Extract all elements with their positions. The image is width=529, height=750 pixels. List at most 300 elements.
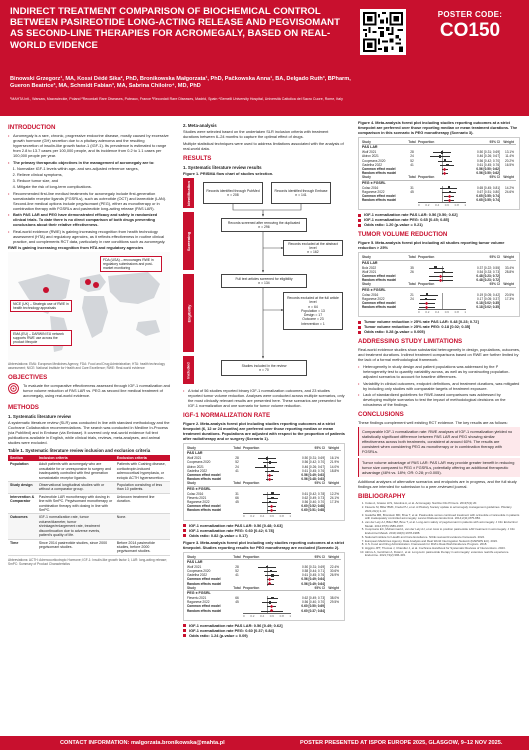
forest-study-name: Akirov 2021 — [187, 464, 204, 469]
forest-pooled-row — [362, 305, 516, 309]
objectives-heading: OBJECTIVES — [8, 374, 48, 381]
introduction-heading: INTRODUCTION — [8, 124, 56, 131]
forest-study-ci: 0.56 [0.40; 0.70] — [301, 600, 325, 605]
forest-group-label: PAS LAR — [187, 451, 203, 456]
forest-pooled-row — [362, 198, 516, 202]
prisma-side-label: Screening — [183, 212, 194, 270]
table-cell: Adult patients with acromegaly who are unsuitable for or unresponsive to surgery and inadequately controlled with first generation somatostatin receptor ligands. — [37, 461, 115, 481]
forest-study-weight: 16.5% — [504, 162, 514, 167]
forest-study-name: Gadelha 2022 — [362, 162, 383, 167]
forest-col-prop: Proportion — [418, 140, 435, 144]
forest-col-total: Total — [233, 554, 241, 559]
forest-study-weight: 12.2% — [329, 491, 339, 496]
forest-model-name: Random effects model — [187, 581, 222, 586]
affiliations: ¹MAHTA Intl., Warsaw, Mazowieckie, Poland ²Recordati Rare Diseases, Puteaux, France ³Recordati Rare Diseases, Madrid, Spain ⁴Gemelli University Hospital, Università Cattolica del Sacro Cuore, Rome, Italy — [10, 97, 343, 101]
forest-study-name: Ragonese 2022 — [187, 600, 210, 605]
forest-col-study: Study — [187, 554, 196, 559]
forest-point-estimate — [426, 293, 429, 296]
forest-result-line: Odds ratio: 1.20 (p-value = 0.21) — [358, 222, 520, 227]
bibliography-heading: BIBLIOGRAPHY — [358, 493, 406, 501]
conclusions-text-2: Additional analyses of alternative scenarios and endpoints are in progress, and the full study findings are intended for submission to a peer-reviewed journal. — [358, 479, 517, 490]
forest-results — [358, 319, 520, 334]
forest-model-ci: 0.48 [0.23; 0.72] — [476, 278, 500, 283]
forest-col-total: Total — [233, 481, 241, 486]
results-summary-bullet: • A total of 56 studies reported binary IGF-1 normalization outcomes, and 23 studies reported tumor volume reduction. Analyses were conducted across multiple scenarios, only the most clinically relevant results are presented here. These scenarios are presented for IGF-1 normalization and one scenario for tumor volume reduction. — [183, 388, 345, 408]
table-row — [8, 493, 170, 514]
bibliography-item: 3. Gadelha MR, Bronstein MD, Brue T, et al. Pasireotide versus continued treatment with octreotide or lanreotide in patients with inadequately controlled acromegaly. Lancet Diabetes Endocrinol. 2014;2(11):875-884. — [365, 514, 520, 521]
bibliography-item: 7. European Medicines Agency. Data Analysis and Real World Interrogation Network (DARWIN EU). 2023. — [365, 540, 520, 544]
forest-point-estimate — [264, 465, 267, 468]
forest-point-estimate — [439, 155, 442, 158]
forest-study-name: Wolf 2021 — [362, 269, 377, 274]
methods-text-2: Studies were selected based on the undertaken SLR inclusion criteria with treatment durations between 6–24 months to capture the optimal effect of drugs. — [183, 129, 329, 139]
forest-point-estimate — [269, 461, 272, 464]
forest-study-weight: 20.2% — [504, 158, 514, 163]
forest-study-name: Gadelha 2022 — [187, 573, 208, 578]
forest-point-estimate — [271, 497, 274, 500]
bibliography-item: 9. Higgins JPT, Thomas J, Chandler J, et al. Cochrane Handbook for Systematic Reviews of Interventions. 2023. — [365, 547, 520, 551]
prisma-side-label: Eligibility — [183, 274, 194, 352]
forest-col-weight: Weight — [328, 554, 339, 559]
column-2 — [183, 120, 345, 730]
table-cell: Unknown treatment line duration. — [115, 493, 170, 514]
forest-pooled-diamond — [270, 509, 274, 513]
forest-axis-tick: 0 — [418, 203, 420, 208]
forest-axis-tick: 0.2 — [250, 513, 255, 518]
forest-study-ci: 0.67 [0.51; 0.80] — [476, 189, 500, 194]
objectives-block — [8, 383, 170, 400]
forest-col-study: Study — [187, 446, 196, 450]
forest-point-estimate — [269, 501, 272, 504]
results-subheading-1: 1. Systematic literature review results — [183, 165, 262, 170]
forest-model-name: Random effects model — [362, 171, 397, 176]
forest-point-estimate — [425, 298, 428, 301]
forest-study-total: 41 — [235, 573, 239, 578]
forest-model-ci: 0.48 [0.23; 0.72] — [476, 274, 500, 279]
contact-info[interactable]: CONTACT INFORMATION: malgorzata.bronikowska@mahta.pl — [60, 739, 225, 746]
figure-4-title: Figure 4. Meta-analysis forest plot including studies reporting outcomes at a strict timepoint are preferred over those reporting median or mean treatment durations. The comparison in this scenario is PEG monotherapy (Scenario 3). — [358, 120, 518, 135]
forest-plot — [358, 137, 520, 210]
table-1-title: Table 1. Systematic literature review inclusion and exclusion criteria — [8, 448, 151, 453]
forest-study-weight: 21.9% — [329, 460, 339, 465]
forest-study-ci: 0.61 [0.45; 0.76] — [301, 468, 325, 473]
forest-study-name: Colao 2016 — [362, 292, 379, 297]
table-cell: Study design — [8, 482, 37, 494]
forest-study-total: 28 — [235, 564, 239, 569]
forest-point-estimate — [443, 271, 446, 274]
table-cell: IGF-1 normalization rate, tumor volume/diameter, tumor shrinkage/enlargement rate, treatment discontinuation due to adverse events, patient's quality of life. — [37, 514, 115, 539]
figure-5-title: Figure 5. Meta-analysis forest plot including all studies reporting tumor volume reduction > 25% — [358, 240, 505, 251]
forest-study-ci: 0.54 [0.33; 0.73] — [476, 269, 500, 274]
forest-col-ci: 95% CI — [489, 282, 500, 287]
forest-axis — [243, 613, 291, 618]
forest-model-name: Random effects model — [362, 198, 397, 203]
forest-col-total: Total — [408, 175, 416, 180]
forest-plot-container — [358, 137, 520, 227]
authors: Binowski Grzegorz¹, MA, Kossi Dédé Sika², PhD, Bronikowska Małgorzata¹, PhD, Pačkowska Anna¹, BA, Delgado Ruth³, BPharm, Gueron Beatrice³, MA, Schmidt Fabian³, MA, Sabrina Chiloiro⁴, MD, PhD — [10, 76, 351, 89]
forest-axis-tick: 1 — [464, 310, 466, 315]
forest-plot-cell — [243, 508, 291, 512]
forest-col-total: Total — [233, 585, 241, 590]
methods-subheading-2: 2. Meta-analysis — [183, 123, 217, 128]
forest-study-ci: 0.50 [0.31; 0.69] — [301, 456, 325, 461]
forest-study-total: 21 — [410, 292, 414, 297]
forest-col-ci: 95% CI — [489, 140, 500, 144]
forest-model-name: Common effect model — [362, 301, 396, 306]
forest-study-weight: 24.1% — [329, 495, 339, 500]
forest-pooled-row — [187, 609, 341, 613]
forest-study-total: 24 — [235, 464, 239, 469]
forest-study-ci: 0.62 [0.49; 0.73] — [301, 596, 325, 601]
forest-col-study: Study — [187, 481, 196, 486]
forest-col-weight: Weight — [503, 175, 514, 180]
forest-study-name: Wolf 2021 — [362, 150, 377, 155]
forest-study-name: Colao 2016 — [362, 185, 379, 190]
forest-reference-line — [442, 198, 443, 202]
forest-study-ci: 0.17 [0.05; 0.37] — [476, 296, 500, 301]
prisma-box-included: Studies included in the review n = 70 — [221, 360, 307, 376]
table-note: Abbreviations: ACTH: Adrenocorticotropic Hormone; IGF-1: Insulin-like growth factor 1; LAR: long-acting release; SmPC: Summary of Product Characteristics — [8, 557, 167, 566]
methods-subheading-1: 1. Systematic literature review — [8, 414, 71, 419]
forest-plot — [358, 252, 520, 317]
forest-axis-tick: 0.4 — [260, 613, 265, 618]
forest-study-ci: 0.37 [0.22; 0.55] — [476, 265, 500, 270]
forest-axis-tick: 0.2 — [425, 310, 430, 315]
forest-study-name: Wolf 2021 — [187, 564, 202, 569]
forest-point-estimate — [266, 457, 269, 460]
forest-result-line: Odds ratio: 1.24 (p-value = 0.09) — [183, 633, 345, 638]
forest-model-ci: 0.56 [0.49; 0.63] — [301, 473, 325, 478]
forest-study-total: 35 — [410, 265, 414, 270]
forest-col-prop: Proportion — [243, 585, 260, 590]
forest-study-ci: 0.46 [0.26; 0.67] — [476, 154, 500, 159]
forest-col-study: Study — [362, 255, 371, 260]
intro-bullet: • The primary therapeutic objectives in the management of acromegaly are to: — [8, 160, 170, 165]
forest-result-line: IGF-1 normalization rate PAS LAR: 0.56 [0.48; 0.63] — [183, 523, 345, 528]
forest-axis-tick: 1 — [289, 613, 291, 618]
prisma-box-pubmed: Records identified through PubMed n = 208 — [203, 182, 263, 204]
forest-axis-tick: 0.4 — [435, 203, 440, 208]
table-cell: Intervention & Comparator — [8, 493, 37, 514]
forest-pooled-diamond — [447, 199, 451, 203]
table-row — [8, 461, 170, 481]
forest-model-ci: 0.56 [0.50; 0.62] — [476, 171, 500, 176]
forest-axis-tick: 0.8 — [454, 203, 459, 208]
rwe-world-map-graphic — [8, 252, 170, 360]
forest-model-name: Random effects model — [187, 608, 222, 613]
table-cell: Since 2014 pasireotide studies, since 2000 pegvisomant studies. — [37, 539, 115, 555]
forest-group-label: PAS LAR — [362, 260, 378, 265]
forest-axis-tick: 0 — [243, 613, 245, 618]
forest-col-total: Total — [408, 255, 416, 260]
forest-col-study: Study — [187, 585, 196, 590]
forest-col-prop: Proportion — [418, 282, 435, 287]
forest-result-line: IGF-1 normalization rate PEG: 0.60 [0.37; 0.84] — [183, 628, 345, 633]
forest-result-line: IGF-1 normalization rate PAS LAR: 0.56 [0.49; 0.62] — [183, 623, 345, 628]
forest-model-name: Random effects model — [362, 305, 397, 310]
forest-study-ci: 0.56 [0.40; 0.70] — [301, 500, 325, 505]
table-row — [8, 539, 170, 555]
prisma-side-label: Identification — [183, 178, 194, 208]
forest-plot-container — [358, 252, 520, 334]
forest-study-weight: 38.0% — [329, 596, 339, 601]
methods-heading: METHODS — [8, 404, 39, 411]
poster-footer — [0, 736, 529, 750]
presented-at: POSTER PRESENTED AT ISPOR EUROPE 2025, GLASGOW, 9–12 NOV 2025. — [300, 739, 503, 746]
nice-label: NICE (UK) – Strategic use of RWE in health technology appraisals — [10, 300, 72, 312]
forest-results — [183, 523, 345, 538]
forest-col-ci: 95% CI — [489, 255, 500, 260]
forest-study-ci: 0.61 [0.45; 0.76] — [301, 573, 325, 578]
prisma-side-label: Included — [183, 356, 194, 384]
forest-study-ci: 0.61 [0.45; 0.76] — [476, 162, 500, 167]
forest-col-ci: 95% CI — [489, 175, 500, 180]
intro-bullets-2 — [8, 191, 170, 244]
forest-study-name: Fleseriu 2021 — [187, 596, 207, 601]
forest-point-estimate — [441, 151, 444, 154]
forest-study-weight: 30.6% — [329, 569, 339, 574]
forest-point-estimate — [448, 186, 451, 189]
forest-col-total: Total — [408, 140, 416, 144]
table-cell: Before 2014 pasireotide studies, before 2000 pegvisomant studies. — [115, 539, 170, 555]
figure-3-title: Figure 3. Meta-analysis forest plot including only studies reporting outcomes at a strict timepoint. Studies reporting results for PEG monotherapy are excluded (Scenario 2). — [183, 539, 345, 550]
forest-study-name: Fleseriu 2021 — [187, 495, 207, 500]
forest-study-ci: 0.62 [0.49; 0.73] — [301, 495, 325, 500]
forest-study-total: 66 — [235, 596, 239, 601]
prisma-box-embase: Records identified through Embase n = 141 — [271, 182, 331, 204]
prisma-box-excluded-fulltext: Records excluded at the full article level n = 64 Population = 13 Design = 17 Outcome = 23 Intervention = 1 — [283, 292, 343, 330]
ema-label: EMA (EU) – DARWIN EU network supports RWE use across the product lifecycle — [10, 330, 72, 346]
bibliography-item: 4. van der Lely AJ, Biller BM, Brue T, et al. Long-term safety of pegvisomant in patients with acromegaly. J Clin Endocrinol Metab. 2012;97(5):1589-1597. — [365, 521, 520, 528]
forest-model-name: Common effect model — [362, 167, 396, 172]
forest-col-weight: Weight — [503, 140, 514, 144]
limitations-bullets — [358, 364, 520, 407]
forest-study-total: 24 — [410, 296, 414, 301]
forest-axis-tick: 0.2 — [425, 203, 430, 208]
table-cell: Population — [8, 461, 37, 481]
forest-study-weight: 24.6% — [504, 189, 514, 194]
forest-pooled-row — [187, 508, 341, 512]
poster-code: CO150 — [439, 20, 501, 41]
forest-col-weight: Weight — [328, 481, 339, 486]
forest-model-name: Random effects model — [362, 278, 397, 283]
forest-study-total: 52 — [410, 158, 414, 163]
prisma-flowchart — [183, 178, 345, 386]
forest-point-estimate — [270, 570, 273, 573]
table-cell: None. — [115, 514, 170, 539]
forest-study-weight: 22.4% — [329, 564, 339, 569]
forest-ci-line — [420, 295, 438, 296]
column-3 — [358, 120, 520, 730]
forest-study-total: 45 — [235, 500, 239, 505]
limitations-bullet: • Lack of standardized guidelines for RWE-based comparisons was addressed by developing multiple scenarios to test the impact of methodological decisions on the robustness of the findings. — [358, 392, 520, 407]
forest-study-weight: 28.8% — [504, 269, 514, 274]
forest-study-total: 41 — [235, 468, 239, 473]
forest-study-weight: 17.3% — [329, 500, 339, 505]
forest-axis-tick: 1 — [289, 513, 291, 518]
forest-group-label: PAS LAR — [187, 559, 203, 564]
prisma-box-excluded-abstract: Records excluded at the abstract level n = 162 — [283, 240, 343, 256]
target-icon — [8, 383, 19, 394]
forest-study-weight: 13.1% — [504, 150, 514, 155]
bibliography-item: 10. Akirov A, Gorshtein A, Dotan I, et al. Long-term pasireotide therapy in acromegaly: extensive real-life experience. Endocrine. 2021;74(2):396-403. — [365, 551, 520, 558]
forest-study-name: Ragonese 2022 — [362, 189, 385, 194]
forest-study-total: 31 — [235, 491, 239, 496]
intro-bullet: • Real-world evidence (RWE) is gaining increasing recognition from health technology assessment (HTA) and regulatory agencies, as it reflects effectiveness in routine clinical practice, and complements RCT data, particularly in rare conditions such as acromegaly. — [8, 229, 170, 244]
forest-axis-tick: 0.6 — [269, 613, 274, 618]
forest-col-study: Study — [362, 282, 371, 287]
forest-col-weight: Weight — [328, 446, 339, 450]
forest-study-name: Akirov 2021 — [362, 154, 379, 159]
forest-study-name: Colao 2016 — [187, 491, 204, 496]
forest-model-ci: 0.18 [0.02; 0.35] — [476, 305, 500, 310]
forest-result-line: IGF-1 normalization rate PEG: 0.60 [0.42; 0.78] — [183, 528, 345, 533]
forest-plot-container — [183, 443, 345, 538]
methods-text-3: Multiple statistical techniques were used to address limitations associated with the analysis of real-world data. — [183, 141, 344, 151]
forest-study-weight: 20.5% — [504, 292, 514, 297]
forest-axis-tick: 0 — [243, 513, 245, 518]
forest-result-line: Odds ratio: 0.82 (p-value = 0.17) — [183, 533, 345, 538]
forest-model-ci: 0.65 [0.55; 0.74] — [476, 198, 500, 203]
forest-model-ci: 0.56 [0.48; 0.63] — [301, 477, 325, 482]
qr-code-icon[interactable] — [360, 9, 406, 55]
forest-study-ci: 0.58 [0.44; 0.71] — [301, 569, 325, 574]
forest-study-total: 66 — [235, 495, 239, 500]
prisma-box-fulltext: Full text articles screened for eligibility n = 134 — [221, 274, 307, 288]
results-heading: RESULTS — [183, 155, 212, 162]
forest-study-total: 26 — [410, 269, 414, 274]
forest-col-total: Total — [408, 282, 416, 287]
column-1 — [8, 120, 170, 730]
forest-study-ci: 0.61 [0.42; 0.78] — [301, 491, 325, 496]
forest-col-prop: Proportion — [418, 255, 435, 260]
forest-col-prop: Proportion — [243, 481, 260, 486]
forest-model-ci: 0.60 [0.50; 0.69] — [301, 604, 325, 609]
forest-study-ci: 0.46 [0.26; 0.67] — [301, 464, 325, 469]
forest-point-estimate — [271, 492, 274, 495]
figure-1-title: Figure 1. PRISMA flow chart of studies selection. — [183, 171, 274, 176]
forest-model-ci: 0.18 [0.02; 0.35] — [476, 301, 500, 306]
goal-item: 1. Normalize IGF-1 levels within age- and sex-adjusted reference ranges, — [17, 166, 170, 171]
poster-code-label: POSTER CODE: — [437, 10, 503, 19]
forest-col-ci: 95% CI — [314, 554, 325, 559]
forest-model-ci: 0.56 [0.50; 0.62] — [476, 167, 500, 172]
table-header: Exclusion criteria — [115, 455, 170, 461]
forest-plot — [183, 552, 345, 621]
forest-model-name: Common effect model — [362, 274, 396, 279]
intro-abbreviations: Abbreviations: EMA: European Medicines Agency; FDA: Food and Drug Administration; HTA: health technology assessment; NICE: National Institute for Health and Care Excellence; RWE: Real-world evidence — [8, 362, 165, 370]
forest-study-total: 24 — [410, 154, 414, 159]
forest-study-name: Ragonese 2022 — [362, 296, 385, 301]
limitations-text: Real-world evidence studies show substantial heterogeneity in design, populations, outcomes, and treatment durations. Indirect treatment comparisons based on RWE are further limited by the lack of a formal methodological framework. — [358, 347, 520, 363]
forest-plot-container — [183, 552, 345, 638]
conclusion-highlight: Comparable IGF-1 normalization rate: RWE analyses of IGF-1 normalization yielded no statistically significant difference between PAS LAR and PEG showing similar effectiveness across both treatments, consistent at around 60%. The results are consistent when considering PEG as monotherapy or in combination therapy with FGSRLs. — [358, 427, 520, 456]
forest-reference-line — [442, 305, 443, 309]
forest-col-ci: 95% CI — [314, 481, 325, 486]
forest-study-total: 45 — [235, 600, 239, 605]
forest-axis-tick: 0.8 — [279, 513, 284, 518]
forest-axis-tick: 0.6 — [269, 513, 274, 518]
bibliography-item: 6. National Institute for Health and Care Excellence. NICE real-world evidence framework. 2022. — [365, 536, 520, 540]
forest-study-name: Ragonese 2022 — [187, 500, 210, 505]
forest-result-line: Tumor volume reduction > 25% rate PEG: 0.18 [0.02; 0.35] — [358, 324, 520, 329]
forest-group-label: PEG ± FGSRL — [187, 591, 211, 596]
tumor-heading: TUMOR VOLUME REDUCTION — [358, 231, 448, 239]
forest-model-ci: 0.56 [0.49; 0.64] — [301, 581, 325, 586]
forest-study-weight: 14.0% — [329, 464, 339, 469]
forest-point-estimate — [434, 266, 437, 269]
table-header: Inclusion criteria — [37, 455, 115, 461]
intro-bullet: • Both PAS LAR and PEG have demonstrated efficacy and safety in randomized clinical trials. To date there is no direct comparison of both drugs preventing conclusions about their relative effectiveness. — [8, 212, 170, 227]
forest-axis-tick: 0.6 — [444, 203, 449, 208]
forest-axis — [418, 202, 466, 207]
bibliography-item: 8. U.S. Food and Drug Administration. Framework for FDA's Real-World Evidence Program. 2018. — [365, 543, 520, 547]
forest-col-weight: Weight — [503, 282, 514, 287]
conclusion-highlight: Tumor volume advantage of PAS LAR: PAS LAR may provide greater benefit in reducing tumor size compared to PEG ± FGSRLs, potentially offering an additional therapeutic advantage (48% vs. 18%; OR: 0.28; p<0.005). — [358, 458, 520, 477]
conclusions-heading: CONCLUSIONS — [358, 411, 404, 419]
forest-study-total: 28 — [410, 150, 414, 155]
forest-plot-cell — [418, 198, 466, 202]
goals-list — [8, 166, 170, 189]
objectives-text: To evaluate the comparative effectiveness assessed through IGF-1 normalization and tumor volume reduction of PAS LAR vs. PEG as second line medical treatment of acromegaly, using real-world evidence. — [23, 383, 170, 398]
forest-study-name: Wolf 2021 — [187, 456, 202, 461]
table-cell: Population consisting of less than 10 patients. — [115, 482, 170, 494]
bibliography-item: 5. Coopmans EC, Muhammad A, van der Lely AJ, et al. How to position pasireotide LAR treatment in acromegaly. J Clin Endocrinol Metab. 2019;104(6):1978-1988. — [365, 528, 520, 535]
forest-pooled-diamond — [425, 306, 429, 310]
rwe-note: RWE is gaining increasing recognition from HTA and regulatory agencies — [8, 245, 144, 250]
limitations-heading: ADDRESSING STUDY LIMITATIONS — [358, 338, 463, 346]
conclusions-text-1: These findings complement well existing RCT evidence. The key results are as follows: — [358, 420, 508, 426]
forest-plot-cell — [418, 305, 466, 309]
forest-ci-line — [420, 299, 435, 300]
table-row — [8, 514, 170, 539]
forest-study-name: Coopmans 2020 — [187, 460, 211, 465]
forest-group-label: PEG ± FGSRL — [187, 486, 211, 491]
forest-col-prop: Proportion — [243, 446, 260, 450]
forest-axis-tick: 0.4 — [260, 513, 265, 518]
fda-label: FDA (USA) – encourages RWE in regulatory submissions and post-market monitoring — [100, 256, 162, 272]
forest-model-ci: 0.56 [0.49; 0.64] — [301, 577, 325, 582]
forest-result-line: IGF-1 normalization rate PEG: 0.65 [0.45; 0.85] — [358, 217, 520, 222]
forest-model-name: Common effect model — [187, 577, 221, 582]
table-header: Section — [8, 455, 37, 461]
forest-study-weight: 26.9% — [329, 573, 339, 578]
forest-study-total: 31 — [410, 185, 414, 190]
table-cell: Outcomes — [8, 514, 37, 539]
goal-item: 3. Reduce tumor size, and — [17, 178, 170, 183]
forest-study-weight: 11.4% — [505, 154, 514, 159]
table-cell: Patients with Cushing disease, corticotropin-induced adrenocortical hyperplasia, or ectopic ACTH hypersecretion. — [115, 461, 170, 481]
forest-point-estimate — [271, 597, 274, 600]
forest-model-name: Common effect model — [362, 194, 396, 199]
forest-study-weight: 16.1% — [329, 456, 339, 461]
intro-bullet: • Acromegaly is a rare, chronic, progressive endocrine disease, mostly caused by excessive growth hormone (GH) secretion due to a pituitary adenoma and the resulting hypersecretion of insulin-like growth factor-1 (IGF-1). Its prevalence is estimated to range from 2.8 to 13.7 cases per 100,000 people, and its incidence from 0.2 to 1.1 cases per 100,000 people per year. — [8, 133, 170, 158]
forest-point-estimate — [444, 159, 447, 162]
forest-col-total: Total — [233, 446, 241, 450]
forest-axis-tick: 1 — [464, 203, 466, 208]
forest-axis-tick: 0.8 — [279, 613, 284, 618]
forest-axis-tick: 0.2 — [250, 613, 255, 618]
intro-bullets — [8, 133, 170, 165]
forest-study-name: Coopmans 2020 — [187, 569, 211, 574]
forest-model-ci: 0.60 [0.52; 0.68] — [301, 504, 325, 509]
forest-model-name: Common effect model — [187, 473, 221, 478]
table-cell: Observational longitudinal studies with or without a comparator group. — [37, 482, 115, 494]
table-cell: Pasireotide LAR monotherapy with dosing in line with SmPC. Pegvisomant monotherapy or combination therapy with dosing in line with SmPC. — [37, 493, 115, 514]
forest-pooled-diamond — [270, 609, 274, 613]
forest-study-weight: 33.4% — [504, 265, 514, 270]
forest-axis-tick: 0.6 — [444, 310, 449, 315]
